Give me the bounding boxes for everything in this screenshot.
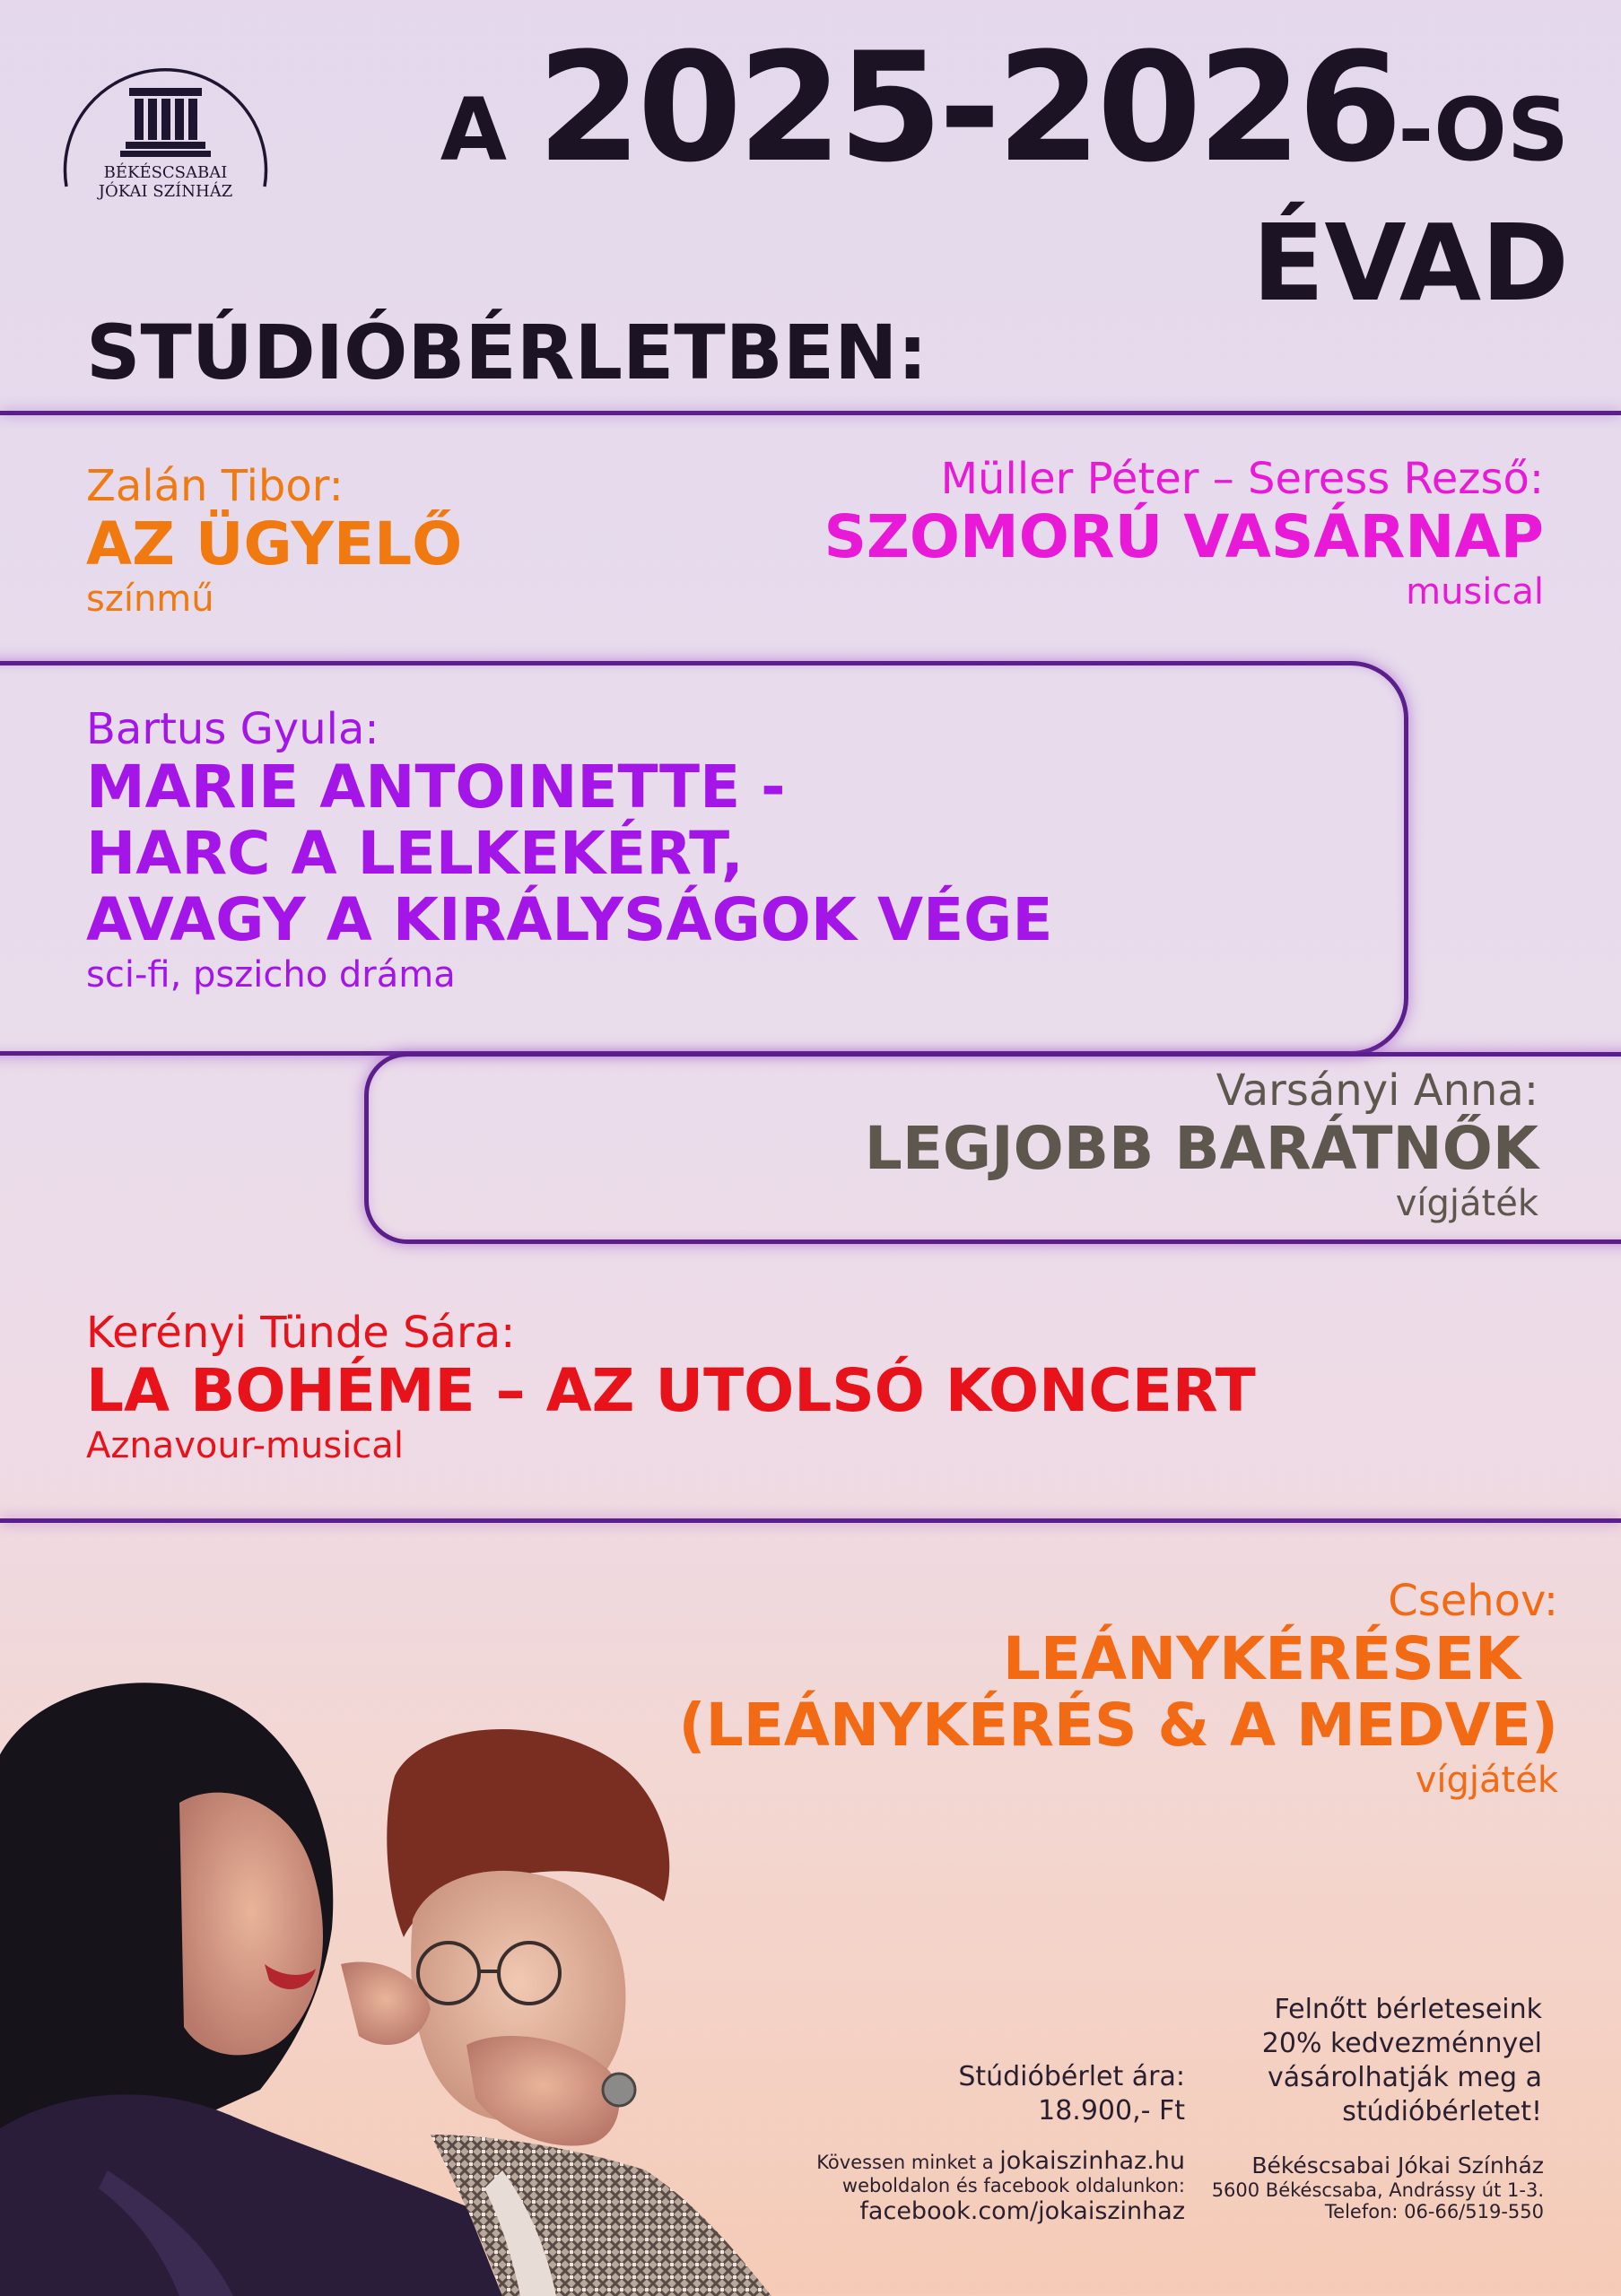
follow-prefix: Kövessen minket a <box>816 2152 1000 2173</box>
play-author: Csehov: <box>1388 1576 1558 1626</box>
play-szomoru-vasarnap <box>824 454 1544 613</box>
play-title-line: AVAGY A KIRÁLYSÁGOK VÉGE <box>86 885 1053 954</box>
contact-name: Békéscsabai Jókai Színház <box>1251 2152 1544 2179</box>
play-la-boheme <box>86 1308 1256 1467</box>
heading-prefix: A <box>440 80 537 180</box>
website-link[interactable]: jokaiszinhaz.hu <box>999 2147 1185 2175</box>
divider-bottom <box>0 1518 1621 1523</box>
discount-line: 20% kedvezménnyel <box>1261 2028 1542 2059</box>
discount-line: vásárolhatják meg a <box>1268 2062 1542 2093</box>
play-author: Bartus Gyula: <box>86 704 379 754</box>
logo-line1: BÉKÉSCSABAI <box>103 163 228 182</box>
play-marie-antoinette <box>86 704 1052 996</box>
play-genre: vígjáték <box>1415 1760 1558 1801</box>
play-genre: vígjáték <box>1395 1183 1538 1224</box>
season-heading <box>440 20 1569 196</box>
follow-block <box>816 2147 1185 2227</box>
play-genre: Aznavour-musical <box>86 1425 404 1466</box>
play-author: Kerényi Tünde Sára: <box>86 1308 516 1358</box>
play-title: SZOMORÚ VASÁRNAP <box>824 502 1544 571</box>
follow-line1 <box>816 2147 1185 2175</box>
discount-line: stúdióbérletet! <box>1342 2096 1542 2127</box>
contact-phone: Telefon: 06-66/519-550 <box>1324 2201 1544 2222</box>
play-author: Zalán Tibor: <box>86 461 344 511</box>
price-value: 18.900,- Ft <box>1038 2095 1185 2126</box>
play-genre: színmű <box>86 578 214 620</box>
heading-years: 2025-2026 <box>536 20 1399 196</box>
play-title-line: (LEÁNYKÉRÉS & A MEDVE) <box>678 1691 1558 1760</box>
follow-line2: weboldalon és facebook oldalunkon: <box>841 2175 1185 2196</box>
discount-block <box>1262 1993 1542 2129</box>
price-label: Stúdióbérlet ára: <box>958 2061 1185 2092</box>
play-title: AZ ÜGYELŐ <box>86 509 463 578</box>
play-author: Müller Péter – Seress Rezső: <box>940 454 1544 504</box>
play-genre: sci-fi, pszicho dráma <box>86 954 456 996</box>
actresses-photo <box>0 1668 816 2296</box>
play-title: LEGJOBB BARÁTNŐK <box>864 1114 1538 1183</box>
heading-season: ÉVAD <box>1251 201 1569 325</box>
play-genre: musical <box>1406 571 1544 613</box>
play-author: Varsányi Anna: <box>1216 1065 1538 1116</box>
theatre-logo <box>56 54 275 206</box>
contact-address: 5600 Békéscsaba, Andrássy út 1-3. <box>1211 2179 1544 2201</box>
price-block <box>958 2060 1185 2128</box>
facebook-link[interactable]: facebook.com/jokaiszinhaz <box>859 2197 1185 2225</box>
heading-suffix: -OS <box>1398 80 1569 180</box>
logo-line2: JÓKAI SZÍNHÁZ <box>98 182 233 201</box>
play-title-line: HARC A LELKEKÉRT, <box>86 819 744 888</box>
play-title-line: MARIE ANTOINETTE - <box>86 752 786 822</box>
contact-block <box>1212 2152 1544 2222</box>
divider-top <box>0 411 1621 415</box>
discount-line: Felnőtt bérleteseink <box>1274 1994 1542 2025</box>
heading-subtitle: STÚDIÓBÉRLETBEN: <box>86 309 928 396</box>
play-title: LA BOHÉME – AZ UTOLSÓ KONCERT <box>86 1356 1256 1425</box>
play-title-line: LEÁNYKÉRÉSEK <box>1002 1624 1521 1693</box>
play-ugyelo <box>86 461 462 621</box>
play-legjobb-baratnok <box>865 1065 1538 1225</box>
